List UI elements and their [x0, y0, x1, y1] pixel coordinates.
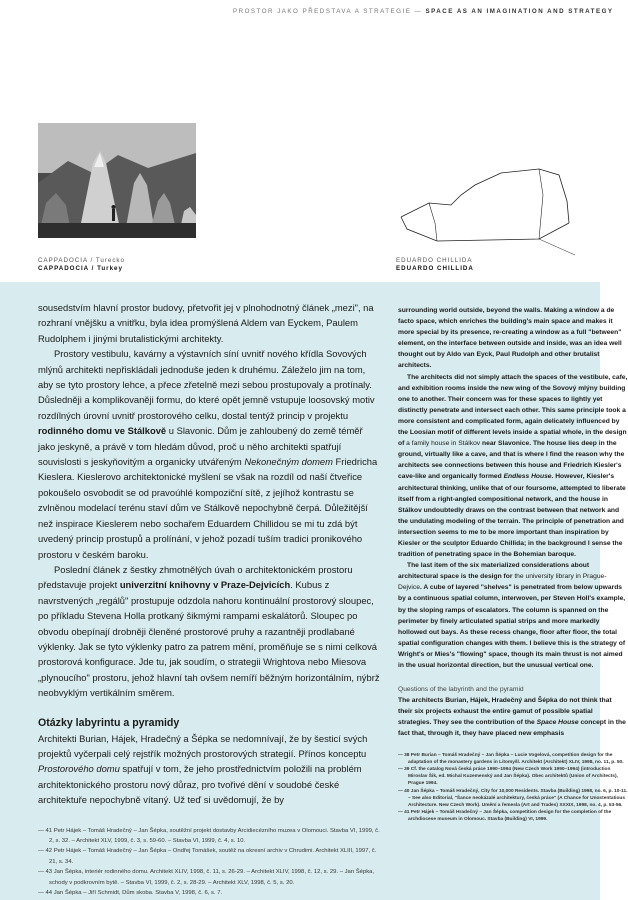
cz-p2-text-a: Prostory vestibulu, kavárny a výstavních síní uvnitř nového křídla Sovových mlýnů architekti nepřiskládali jednoduše jeden k druhému. Záleželo jim na tom, aby se tyto prostory lehce, a přece zřetelně mezi sebou prostupovaly a protínaly. Důsledněji a komplikovaněji formu, do které opět jemně vstupuje loosovský motiv rozdílných úrovní uvnitř prostorového celku, dostal tentýž princip v projektu [38, 348, 375, 421]
cz-footnotes [38, 826, 380, 899]
header-cz: PROSTOR JAKO PŘEDSTAVA A STRATEGIE [233, 8, 412, 15]
cappadocia-photo-graphic [38, 123, 196, 238]
cz-footnote-44: — 44 Jan Šépka – Jiří Schmidt, Dům skoba. Stavba V, 1998, č. 6, s. 7. [38, 890, 223, 897]
cz-footnote-41: — 41 Petr Hájek – Tomáš Hradečný – Jan Šépka, soutěžní projekt dostavby Arcidiecézního muzea v Olomouci. Stavba VI, 1999, č. 2, s. 32. – Architekt XLV, 1999, č. 3, s. 59-60. – Stavba VI, 1999, č. 4, s. 10. [38, 827, 380, 844]
caption-chillida-en: EDUARDO CHILLIDA [396, 265, 474, 272]
caption-cz-country: / Turecko [87, 257, 125, 264]
en-p4-text-c: concept in the fact that, through it, they have placed new emphasis [398, 719, 626, 738]
en-footnote-38: — 38 Petr Burian – Tomáš Hradečný – Jan Šépka – Lucie Vogelová, competition design for the adaptation of the monastery gardens in Litomyšl. Architekt (Architekt) XLIV, 1998, no. 11, p. 50. [398, 752, 624, 765]
caption-cz-place: CAPPADOCIA [38, 257, 88, 264]
en-paragraph-2 [398, 372, 628, 561]
left-caption [38, 257, 125, 273]
en-p3-normal: the university library in Prague-Dejvice [398, 573, 607, 592]
cz-p2-text-e: Friedricha Kieslera. Kieslerovo architektonické myšlení se však na rozdíl od naší čtveřice pokoušelo osvobodit se od pravoúhlé kompoziční sítě, z jejíhož kontrastu se zvlněnou modelací terénu staví dům ve Stálkově nepochybně čerpá. Důležitější než inspirace Kieslerem nebo sochařem Eduardem Chillidou se mi tu zdá být uvedený princip prostupů a prolínání, v jehož pozadí tuším tradici pronikového prostoru v českém baroku. [38, 456, 378, 560]
en-p3-text-c: . A cube of layered "shelves" is penetrated from below upwards by a continuous spatial column, interwoven, per Steven Holl's example, by the sloping ramps of escalators. The column is spanned on the perimeter by finely articulated spatial strips and more markedly hollowed out bays. As these recess change, floor after floor, the total spatial configuration changes with them. I believe this is the strategy of Wright's or Mies's "flowing" space, though its main thrust is not aimed in the usual horizontal direction, but the unusual vertical one. [398, 584, 626, 669]
en-footnote-39: — 39 Cf. the catalog Nová česká práce 1990–1994 (New Czech Work 1990–1994) (introduction Miroslav Šik, ed. Michal Kuzemenský and Jan Šépka). Obec architektů (Union of Architects), Prague 1994. [398, 766, 618, 787]
cz-p2-bold: rodinného domu ve Stálkově [38, 425, 167, 437]
czech-column [38, 300, 380, 898]
cz-paragraph-4 [38, 731, 380, 808]
cz-p3-text-c: . Kubus z navrstvených „regálů" prostupuje odzdola nahoru kontinuální prostorový sloupec, po příkladu Stevena Holla protkaný šikmými rampami eskalátorů. Sloupec po obvodu obepínají drobněji členěné prostorové pruhy a razantněji prodlabané výklenky. Jak se tyto výklenky patro za patrem mění, proměňuje se s nimi celková prostorová konfigurace. Jde tu, jak soudím, o strategii Wrightova nebo Miesova „plynoucího" prostoru, jehož hlavní tah ovšem nemíří běžným horizontálním, nýbrž neobvyklým vertikálním směrem. [38, 579, 380, 699]
caption-chillida-cz: EDUARDO CHILLIDA [396, 257, 473, 264]
chillida-line-drawing [389, 165, 579, 255]
en-p2-text-c: near Slavonice. The house lies deep in the ground, virtually like a cave, and that is where I find the reason why the architects see connections between this house and Friedrich Kiesler's cave-like and organically formed [398, 440, 625, 481]
en-footnote-40: — 40 Jan Šépka – Tomáš Hradečný, City for 10,000 Residents. Stavba (Building) 1998, no. 6, p. 10-11. – See also Editorial, "Šance neokázalé architektury, česká práce" (A Chance for Unostentatious Architecture. New Czech Work). Umění a řemesla (Art and Trades) XXXIX, 1998, no. 4, p. 53-56. [398, 788, 628, 808]
cz-p3-text-a: Poslední článek z šestky zhmotnělých úvah o architektonickém prostoru představuje projekt [38, 563, 353, 591]
cz-paragraph-3 [38, 562, 380, 701]
en-p2-text-a: The architects did not simply attach the spaces of the vestibule, cafe, and exhibition rooms inside the new wing of the Sovový mlýny building one to another. Their concern was for these spaces to lightly yet distinctly penetrate and intersect each other. This same principle took a more consistent and complicated form, again delicately influenced by the Loosian motif of different levels inside a spatial whole, in the design of [398, 373, 628, 448]
header-separator: — [411, 8, 426, 15]
en-paragraph-1: surrounding world outside, beyond the walls. Making a window a de facto space, which enriches the building's main space and makes it more special by its presence, re-creating a window as a full "between" element, on the interface between outside and inside, was an idea well thought out by Aldo van Eyck, Paul Rudolph and other brutalist architects. [398, 307, 622, 370]
cz-footnote-43: — 43 Jan Šépka, interiér rodinného domu. Architekt XLIV, 1998, č. 11, s. 26-29. – Architekt XLIV, 1998, č. 12, s. 29. – Jan Šépka, schody v podkrovním bytě. – Stavba VI, 1999, č. 2, s. 28-29. – Architekt XLV, 1998, č. 5, s. 20. [38, 869, 375, 886]
cz-section-heading: Otázky labyrintu a pyramidy [38, 716, 180, 729]
cz-paragraph-2 [38, 346, 380, 562]
cz-p2-italic: Nekonečným domem [244, 456, 333, 468]
cz-p4-text-a: Architekti Burian, Hájek, Hradečný a Šépka se nedomnívají, že by šesticí svých projektů vyčerpali celý rejstřík možných prostorových strategií. Přínos konceptu [38, 732, 368, 759]
cz-paragraph-1: sousedstvím hlavní prostor budovy, přetvořit jej v plnohodnotný článek „mezi", na rozhraní vnějšku a vnitřku, byla idea promýšlená Aldem van Eyckem, Paulem Rudolphem i jinými brutalistickými architekty. [38, 302, 374, 344]
en-footnotes [398, 752, 628, 824]
header-en: SPACE AS AN IMAGINATION AND STRATEGY [425, 8, 614, 15]
en-p3-text-a: The last item of the six materialized considerations about architectural space is the design for [398, 562, 590, 581]
en-section-heading: Questions of the labyrinth and the pyramid [398, 686, 524, 694]
english-column [398, 305, 628, 824]
caption-en-place: CAPPADOCIA [38, 265, 89, 272]
right-caption [396, 257, 474, 273]
en-p4-text-a: The architects Burian, Hájek, Hradečný and Šépka do not think that their six projects exhaust the entire gamut of possible spatial strategies. They see the contribution of the [398, 697, 612, 727]
en-paragraph-4 [398, 695, 628, 739]
cappadocia-photo [38, 123, 196, 238]
top-image-area [0, 0, 614, 282]
cz-footnote-42: — 42 Petr Hájek – Tomáš Hradečný – Jan Šépka – Ondřej Tomášek, soutěž na okresní archiv v Chrudimi. Architekt XLIII, 1997, č. 21, s. 34. [38, 848, 377, 865]
en-footnote-41: — 41 Petr Hájek – Tomáš Hradečný – Jan Šépka, competition design for the completion of the archdiocese museum in Olomouc. Stavba (Building) VI, 1999. [398, 810, 612, 823]
en-p2-text-e: . However, Kiesler's architectural thinking, unlike that of our foursome, attempted to liberate itself from a right-angled compositional network, and the house in Stálkov undoubtedly draws on the contrast between that network and the undulating modeling of the terrain. The principle of penetration and intersection seems to me to be more important than inspiration by Kiesler or the sculptor Eduardo Chillida; in the background I sense the tradition of penetrating space in the Bohemian baroque. [398, 473, 626, 559]
caption-en-country: / Turkey [88, 265, 123, 272]
cz-p2-text-c: u Slavonic. Dům je zahloubený do země téměř jako jeskyně, a právě v tom hledám důvod, proč u něho architekti spatřují souvislosti s jeskyňovitým a organicky utvářeným [38, 425, 363, 468]
cz-p4-text-c: spatřují v tom, že jeho prostřednictvím položili na problém architektonického prostoru nový důraz, pro tvořivé dění v soudobé české architektuře nepochybně vítaný. Už teď si uvědomují, že by [38, 763, 362, 806]
cz-p3-bold: univerzitní knihovny v Praze-Dejvicích [119, 579, 291, 591]
en-p2-italic: Endless House [503, 473, 552, 481]
en-p2-normal: a family house in Stálkov [406, 440, 481, 448]
en-paragraph-3 [398, 560, 628, 671]
running-header [233, 8, 614, 15]
en-p4-italic: Space House [536, 719, 579, 727]
cz-p4-italic: Prostorového domu [38, 763, 120, 775]
